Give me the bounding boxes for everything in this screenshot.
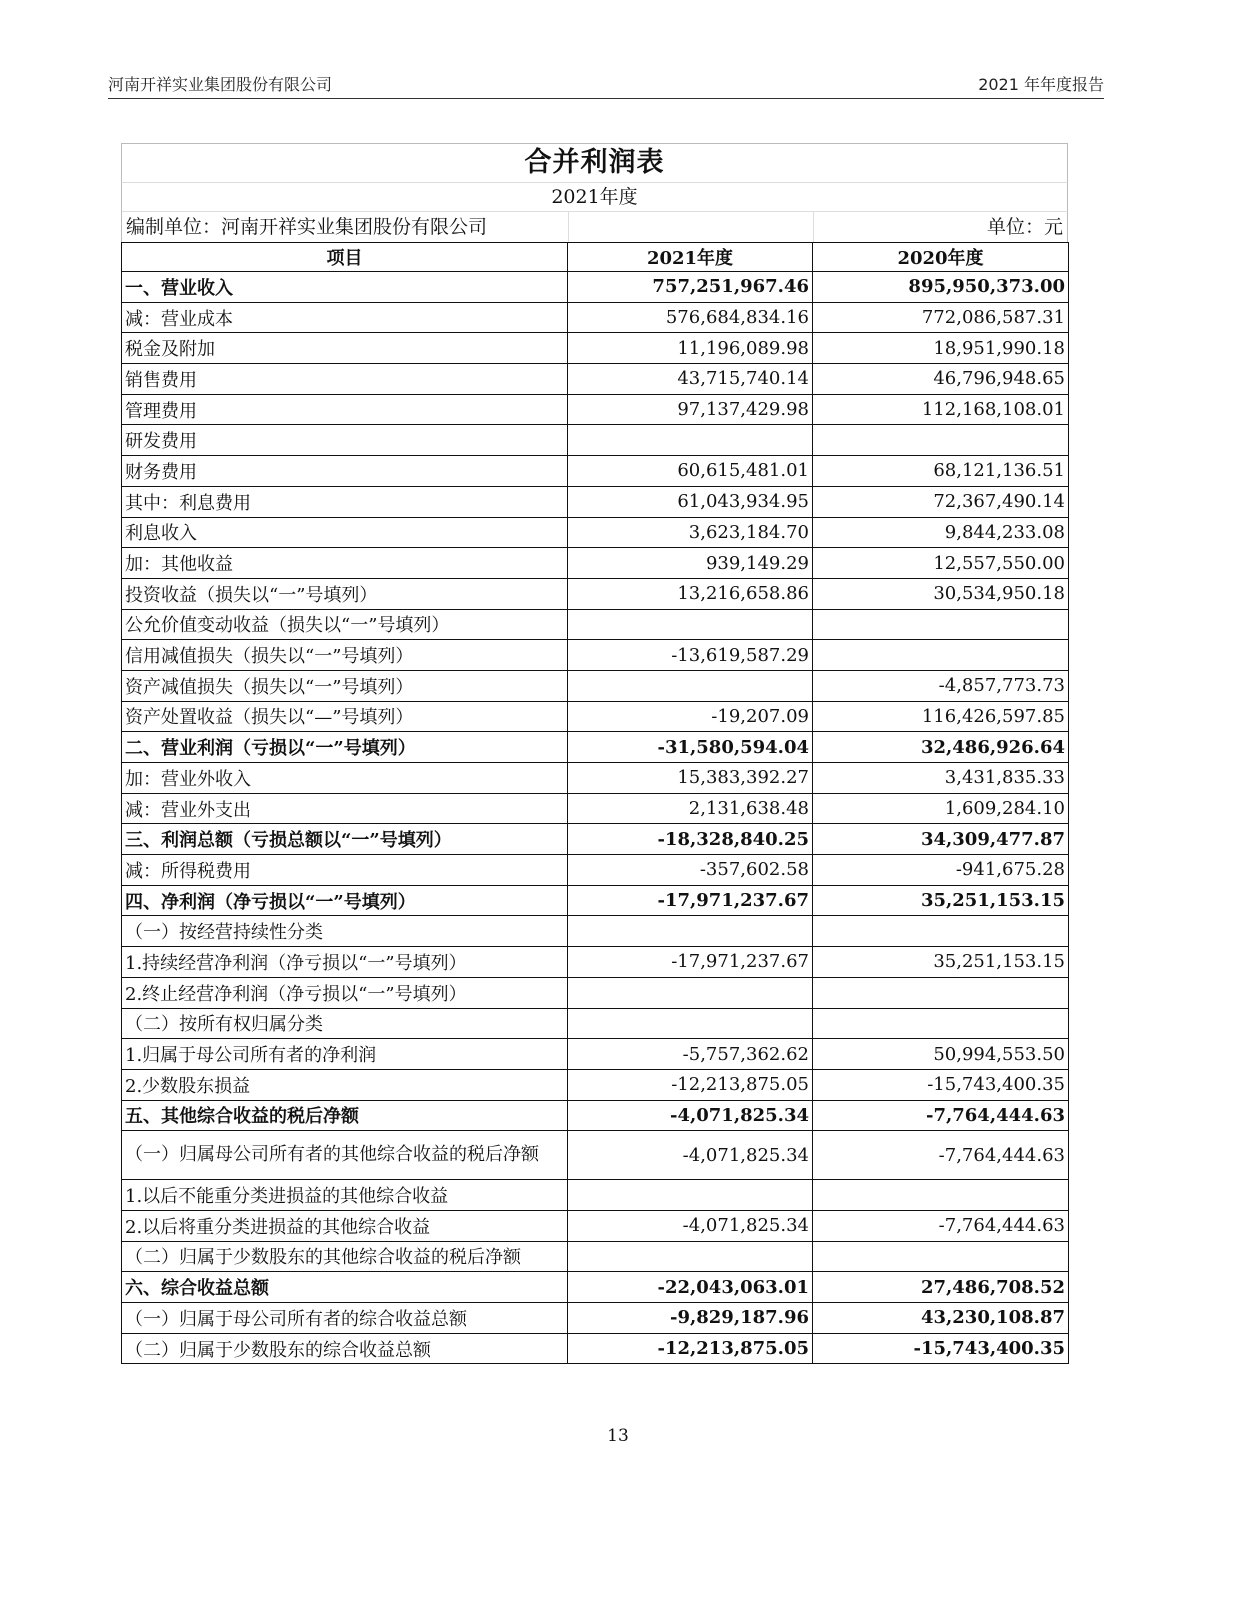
row-value-2021: 15,383,392.27	[568, 763, 813, 794]
table-row	[122, 302, 1069, 333]
row-item-label: （二）归属于少数股东的其他综合收益的税后净额	[122, 1241, 568, 1272]
row-item-label: 税金及附加	[122, 333, 568, 364]
table-row	[122, 364, 1069, 395]
row-value-2020	[813, 916, 1069, 947]
row-value-2021: -19,207.09	[568, 701, 813, 732]
row-value-2021: 61,043,934.95	[568, 486, 813, 517]
row-value-2020: 68,121,136.51	[813, 456, 1069, 487]
column-header-2021: 2021年度	[568, 243, 813, 272]
table-row	[122, 977, 1069, 1008]
row-value-2021: 60,615,481.01	[568, 456, 813, 487]
table-row	[122, 1131, 1069, 1180]
row-item-label: 三、利润总额（亏损总额以“一”号填列）	[122, 824, 568, 855]
row-item-label: （一）归属于母公司所有者的综合收益总额	[122, 1303, 568, 1334]
table-header-row	[122, 243, 1069, 272]
statement-period: 2021年度	[121, 182, 1068, 211]
table-row	[122, 578, 1069, 609]
row-value-2020: 30,534,950.18	[813, 578, 1069, 609]
table-row	[122, 824, 1069, 855]
table-row	[122, 272, 1069, 303]
table-row	[122, 793, 1069, 824]
table-row	[122, 701, 1069, 732]
statement-title: 合并利润表	[121, 143, 1068, 182]
table-row	[122, 1069, 1069, 1100]
row-value-2020	[813, 640, 1069, 671]
row-value-2021	[568, 916, 813, 947]
row-value-2021: -4,071,825.34	[568, 1100, 813, 1131]
table-row	[122, 855, 1069, 886]
row-value-2021	[568, 1180, 813, 1211]
table-row	[122, 1100, 1069, 1131]
column-header-2020: 2020年度	[813, 243, 1069, 272]
row-item-label: （一）归属母公司所有者的其他综合收益的税后净额	[122, 1131, 568, 1180]
row-value-2021: 3,623,184.70	[568, 517, 813, 548]
row-value-2020	[813, 425, 1069, 456]
row-value-2020: 46,796,948.65	[813, 364, 1069, 395]
row-value-2020: 112,168,108.01	[813, 394, 1069, 425]
row-value-2020: -15,743,400.35	[813, 1069, 1069, 1100]
income-table	[121, 242, 1069, 1364]
table-row	[122, 1333, 1069, 1364]
row-value-2020	[813, 977, 1069, 1008]
row-value-2021: -4,071,825.34	[568, 1210, 813, 1241]
row-item-label: 信用减值损失（损失以“一”号填列）	[122, 640, 568, 671]
row-value-2021	[568, 1241, 813, 1272]
row-value-2021: -5,757,362.62	[568, 1039, 813, 1070]
row-value-2021: -12,213,875.05	[568, 1069, 813, 1100]
table-row	[122, 640, 1069, 671]
table-row	[122, 1272, 1069, 1303]
row-item-label: 2.以后将重分类进损益的其他综合收益	[122, 1210, 568, 1241]
row-value-2020: 9,844,233.08	[813, 517, 1069, 548]
row-value-2020: 43,230,108.87	[813, 1303, 1069, 1334]
row-value-2020	[813, 609, 1069, 640]
table-row	[122, 763, 1069, 794]
row-value-2021: -18,328,840.25	[568, 824, 813, 855]
row-value-2021: -9,829,187.96	[568, 1303, 813, 1334]
row-item-label: （一）按经营持续性分类	[122, 916, 568, 947]
row-item-label: 研发费用	[122, 425, 568, 456]
row-value-2020: 35,251,153.15	[813, 885, 1069, 916]
row-value-2021	[568, 1008, 813, 1039]
row-value-2021: 43,715,740.14	[568, 364, 813, 395]
table-row	[122, 885, 1069, 916]
row-value-2021: -12,213,875.05	[568, 1333, 813, 1364]
table-row	[122, 1039, 1069, 1070]
header-report-title: 2021 年年度报告	[978, 75, 1104, 94]
row-value-2021: 11,196,089.98	[568, 333, 813, 364]
table-row	[122, 517, 1069, 548]
row-value-2020: 1,609,284.10	[813, 793, 1069, 824]
row-value-2021	[568, 670, 813, 701]
row-item-label: 六、综合收益总额	[122, 1272, 568, 1303]
table-row	[122, 947, 1069, 978]
row-item-label: 2.终止经营净利润（净亏损以“一”号填列）	[122, 977, 568, 1008]
row-value-2020: 895,950,373.00	[813, 272, 1069, 303]
row-item-label: 五、其他综合收益的税后净额	[122, 1100, 568, 1131]
row-item-label: 加：营业外收入	[122, 763, 568, 794]
row-value-2021: -4,071,825.34	[568, 1131, 813, 1180]
row-value-2021: -22,043,063.01	[568, 1272, 813, 1303]
row-item-label: 减：所得税费用	[122, 855, 568, 886]
row-value-2021: 576,684,834.16	[568, 302, 813, 333]
row-value-2020: 3,431,835.33	[813, 763, 1069, 794]
row-value-2021: -17,971,237.67	[568, 885, 813, 916]
table-row	[122, 456, 1069, 487]
unit-label: 单位：元	[986, 216, 1063, 238]
divider	[568, 212, 569, 242]
row-item-label: 1.持续经营净利润（净亏损以“一”号填列）	[122, 947, 568, 978]
row-item-label: 资产处置收益（损失以“—”号填列）	[122, 701, 568, 732]
row-item-label: 利息收入	[122, 517, 568, 548]
row-item-label: 减：营业外支出	[122, 793, 568, 824]
row-value-2020: 27,486,708.52	[813, 1272, 1069, 1303]
preparer-label: 编制单位：河南开祥实业集团股份有限公司	[126, 216, 488, 238]
row-value-2020: 772,086,587.31	[813, 302, 1069, 333]
row-value-2021: 2,131,638.48	[568, 793, 813, 824]
row-item-label: 1.归属于母公司所有者的净利润	[122, 1039, 568, 1070]
row-value-2021: -13,619,587.29	[568, 640, 813, 671]
page-header	[108, 68, 1104, 99]
row-value-2020: 18,951,990.18	[813, 333, 1069, 364]
table-row	[122, 548, 1069, 579]
table-row	[122, 1210, 1069, 1241]
table-row	[122, 1180, 1069, 1211]
row-item-label: 一、营业收入	[122, 272, 568, 303]
row-value-2021	[568, 977, 813, 1008]
table-row	[122, 1303, 1069, 1334]
row-value-2020: 34,309,477.87	[813, 824, 1069, 855]
statement-meta-row	[121, 211, 1068, 242]
table-row	[122, 425, 1069, 456]
row-value-2020: -4,857,773.73	[813, 670, 1069, 701]
row-value-2021: 97,137,429.98	[568, 394, 813, 425]
row-item-label: 公允价值变动收益（损失以“一”号填列）	[122, 609, 568, 640]
row-value-2021	[568, 425, 813, 456]
table-row	[122, 1241, 1069, 1272]
row-item-label: 资产减值损失（损失以“一”号填列）	[122, 670, 568, 701]
row-value-2020: 32,486,926.64	[813, 732, 1069, 763]
row-item-label: （二）按所有权归属分类	[122, 1008, 568, 1039]
row-value-2020	[813, 1180, 1069, 1211]
row-item-label: 四、净利润（净亏损以“一”号填列）	[122, 885, 568, 916]
row-value-2021: -357,602.58	[568, 855, 813, 886]
table-row	[122, 333, 1069, 364]
table-body	[122, 272, 1069, 1364]
row-value-2021: 13,216,658.86	[568, 578, 813, 609]
row-value-2020	[813, 1008, 1069, 1039]
row-item-label: 销售费用	[122, 364, 568, 395]
table-row	[122, 670, 1069, 701]
row-value-2020: -7,764,444.63	[813, 1210, 1069, 1241]
table-row	[122, 916, 1069, 947]
row-item-label: （二）归属于少数股东的综合收益总额	[122, 1333, 568, 1364]
row-value-2021	[568, 609, 813, 640]
row-item-label: 财务费用	[122, 456, 568, 487]
row-value-2021: -31,580,594.04	[568, 732, 813, 763]
row-value-2020: -7,764,444.63	[813, 1100, 1069, 1131]
row-value-2020: 35,251,153.15	[813, 947, 1069, 978]
row-value-2020	[813, 1241, 1069, 1272]
row-value-2021: 757,251,967.46	[568, 272, 813, 303]
row-value-2020: 50,994,553.50	[813, 1039, 1069, 1070]
divider	[813, 212, 814, 242]
header-company-name: 河南开祥实业集团股份有限公司	[108, 75, 333, 94]
column-header-item: 项目	[122, 243, 568, 272]
row-value-2021: 939,149.29	[568, 548, 813, 579]
row-value-2020: -7,764,444.63	[813, 1131, 1069, 1180]
row-value-2020: 116,426,597.85	[813, 701, 1069, 732]
row-item-label: 减：营业成本	[122, 302, 568, 333]
row-value-2020: -15,743,400.35	[813, 1333, 1069, 1364]
row-item-label: 管理费用	[122, 394, 568, 425]
table-row	[122, 609, 1069, 640]
income-statement	[121, 143, 1068, 1364]
row-value-2020: 72,367,490.14	[813, 486, 1069, 517]
table-row	[122, 732, 1069, 763]
row-value-2020: -941,675.28	[813, 855, 1069, 886]
row-value-2020: 12,557,550.00	[813, 548, 1069, 579]
table-row	[122, 394, 1069, 425]
row-item-label: 二、营业利润（亏损以“一”号填列）	[122, 732, 568, 763]
table-row	[122, 486, 1069, 517]
row-item-label: 其中：利息费用	[122, 486, 568, 517]
row-item-label: 1.以后不能重分类进损益的其他综合收益	[122, 1180, 568, 1211]
row-item-label: 加：其他收益	[122, 548, 568, 579]
page-number: 13	[607, 1426, 629, 1446]
table-row	[122, 1008, 1069, 1039]
row-item-label: 投资收益（损失以“一”号填列）	[122, 578, 568, 609]
row-value-2021: -17,971,237.67	[568, 947, 813, 978]
row-item-label: 2.少数股东损益	[122, 1069, 568, 1100]
